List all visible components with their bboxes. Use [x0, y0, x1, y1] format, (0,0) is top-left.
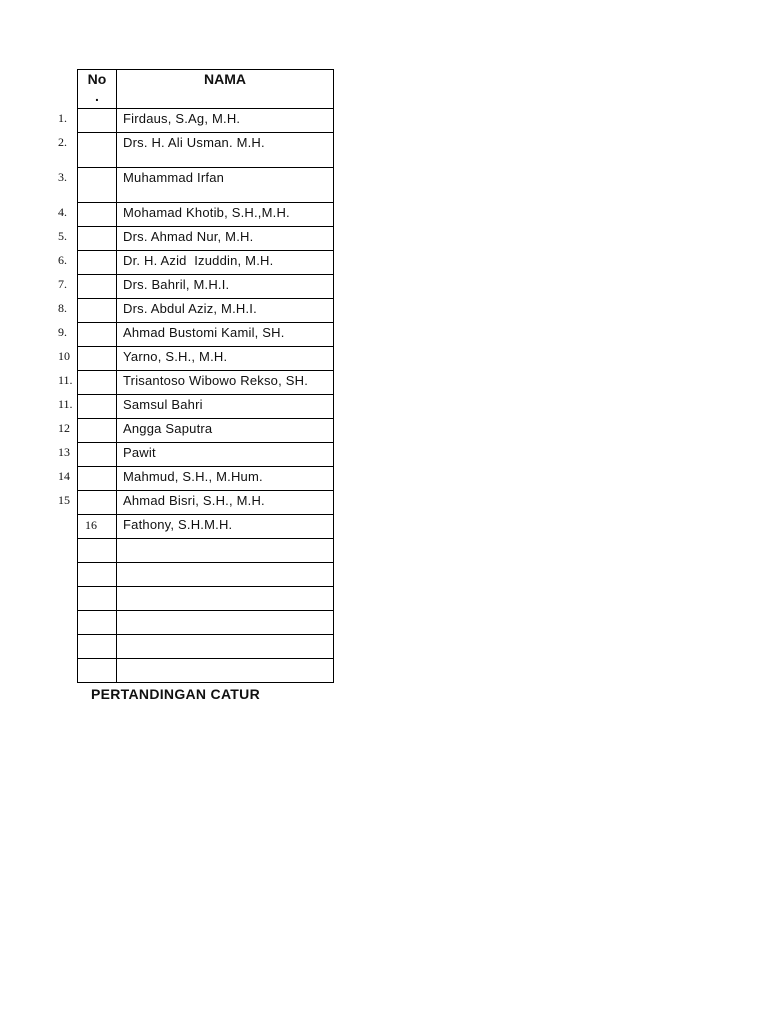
row-name-cell: [117, 419, 334, 443]
row-number-cell: [78, 539, 117, 563]
table-row: [78, 539, 334, 563]
participant-name: Angga Saputra: [123, 421, 213, 436]
document-caption: PERTANDINGAN CATUR: [91, 686, 260, 702]
row-name-cell: [117, 203, 334, 227]
row-number: 9.: [58, 325, 67, 339]
row-number-cell: [78, 635, 117, 659]
row-number: 4.: [58, 205, 67, 219]
row-number-cell: [78, 563, 117, 587]
row-number-cell: [58, 275, 117, 299]
participant-table: [58, 69, 334, 683]
row-number-cell: [58, 168, 117, 203]
table-row: [78, 133, 334, 168]
table-row: [78, 515, 334, 539]
column-header-no: No .: [78, 70, 117, 109]
row-number-cell: [58, 109, 117, 133]
table-row: [78, 563, 334, 587]
table-row: [78, 168, 334, 203]
table-row: [78, 467, 334, 491]
row-number: 1.: [58, 111, 67, 125]
row-number-cell: [58, 443, 117, 467]
participant-name: Ahmad Bustomi Kamil, SH.: [123, 325, 285, 340]
table-row: [78, 299, 334, 323]
participant-name: Yarno, S.H., M.H.: [123, 349, 228, 364]
row-number: 6.: [58, 253, 67, 267]
column-header-nama: NAMA: [117, 70, 334, 109]
participant-name: Ahmad Bisri, S.H., M.H.: [123, 493, 265, 508]
row-name-cell: [117, 611, 334, 635]
table-row: [78, 419, 334, 443]
table-row: [78, 371, 334, 395]
table-row: [78, 347, 334, 371]
row-name-cell: [117, 395, 334, 419]
row-name-cell: [117, 275, 334, 299]
row-name-cell: [117, 227, 334, 251]
row-number-cell: [78, 659, 117, 683]
participant-name: Drs. Abdul Aziz, M.H.I.: [123, 301, 257, 316]
row-number: 16: [85, 518, 97, 532]
row-name-cell: [117, 443, 334, 467]
row-number-cell: [58, 323, 117, 347]
row-number-cell: [58, 203, 117, 227]
participant-name: Fathony, S.H.M.H.: [123, 517, 233, 532]
row-number-cell: [58, 491, 117, 515]
row-number: 13: [58, 445, 70, 459]
table-row: [78, 275, 334, 299]
participant-name: Mahmud, S.H., M.Hum.: [123, 469, 263, 484]
table-row: [78, 611, 334, 635]
row-name-cell: [117, 323, 334, 347]
participant-name: Mohamad Khotib, S.H.,M.H.: [123, 205, 290, 220]
row-number: 2.: [58, 135, 67, 149]
row-name-cell: [117, 563, 334, 587]
participant-name: Samsul Bahri: [123, 397, 203, 412]
participant-name: [117, 539, 333, 541]
row-name-cell: [117, 467, 334, 491]
row-number-cell: [58, 299, 117, 323]
table-row: [78, 395, 334, 419]
participant-name: [117, 563, 333, 565]
row-number: 15: [58, 493, 70, 507]
row-name-cell: [117, 635, 334, 659]
participant-name: [117, 611, 333, 613]
row-name-cell: [117, 371, 334, 395]
participant-name: [117, 659, 333, 661]
table-row: [78, 109, 334, 133]
row-number-cell: [58, 467, 117, 491]
table-row: [78, 491, 334, 515]
row-number-cell: [58, 251, 117, 275]
row-name-cell: [117, 109, 334, 133]
participant-name: Drs. H. Ali Usman. M.H.: [123, 135, 265, 150]
table-row: [78, 323, 334, 347]
row-number: 5.: [58, 229, 67, 243]
row-number: 8.: [58, 301, 67, 315]
row-name-cell: [117, 168, 334, 203]
row-name-cell: [117, 251, 334, 275]
row-number: 12: [58, 421, 70, 435]
row-number: 11.: [58, 373, 73, 387]
row-name-cell: [117, 539, 334, 563]
row-number: 11.: [58, 397, 73, 411]
row-name-cell: [117, 299, 334, 323]
row-number-cell: [58, 347, 117, 371]
row-name-cell: [117, 347, 334, 371]
participant-name: Dr. H. Azid Izuddin, M.H.: [123, 253, 274, 268]
table-row: [78, 251, 334, 275]
table-row: [78, 443, 334, 467]
participant-name: [117, 635, 333, 637]
row-number-cell: [78, 587, 117, 611]
row-number-cell: [78, 611, 117, 635]
table-row: [78, 659, 334, 683]
row-number: 3.: [58, 170, 67, 184]
row-number-cell: [78, 515, 117, 539]
row-number: 10: [58, 349, 70, 363]
row-number: 7.: [58, 277, 67, 291]
participant-name: Drs. Bahril, M.H.I.: [123, 277, 230, 292]
table-header-row: [78, 70, 334, 109]
row-number-cell: [58, 419, 117, 443]
participant-name: Pawit: [123, 445, 156, 460]
participant-name: Firdaus, S.Ag, M.H.: [123, 111, 241, 126]
row-name-cell: [117, 587, 334, 611]
row-number-cell: [58, 227, 117, 251]
participant-name: Trisantoso Wibowo Rekso, SH.: [123, 373, 309, 388]
table-row: [78, 635, 334, 659]
row-name-cell: [117, 515, 334, 539]
row-name-cell: [117, 491, 334, 515]
row-number: 14: [58, 469, 70, 483]
table-body: [58, 109, 334, 683]
row-number-cell: [58, 133, 117, 168]
table-row: [78, 227, 334, 251]
participant-name: [117, 587, 333, 589]
participant-name: Muhammad Irfan: [123, 170, 225, 185]
row-number-cell: [58, 395, 117, 419]
row-number-cell: [58, 371, 117, 395]
row-name-cell: [117, 659, 334, 683]
table-row: [78, 587, 334, 611]
table-row: [78, 203, 334, 227]
row-name-cell: [117, 133, 334, 168]
participant-name: Drs. Ahmad Nur, M.H.: [123, 229, 254, 244]
